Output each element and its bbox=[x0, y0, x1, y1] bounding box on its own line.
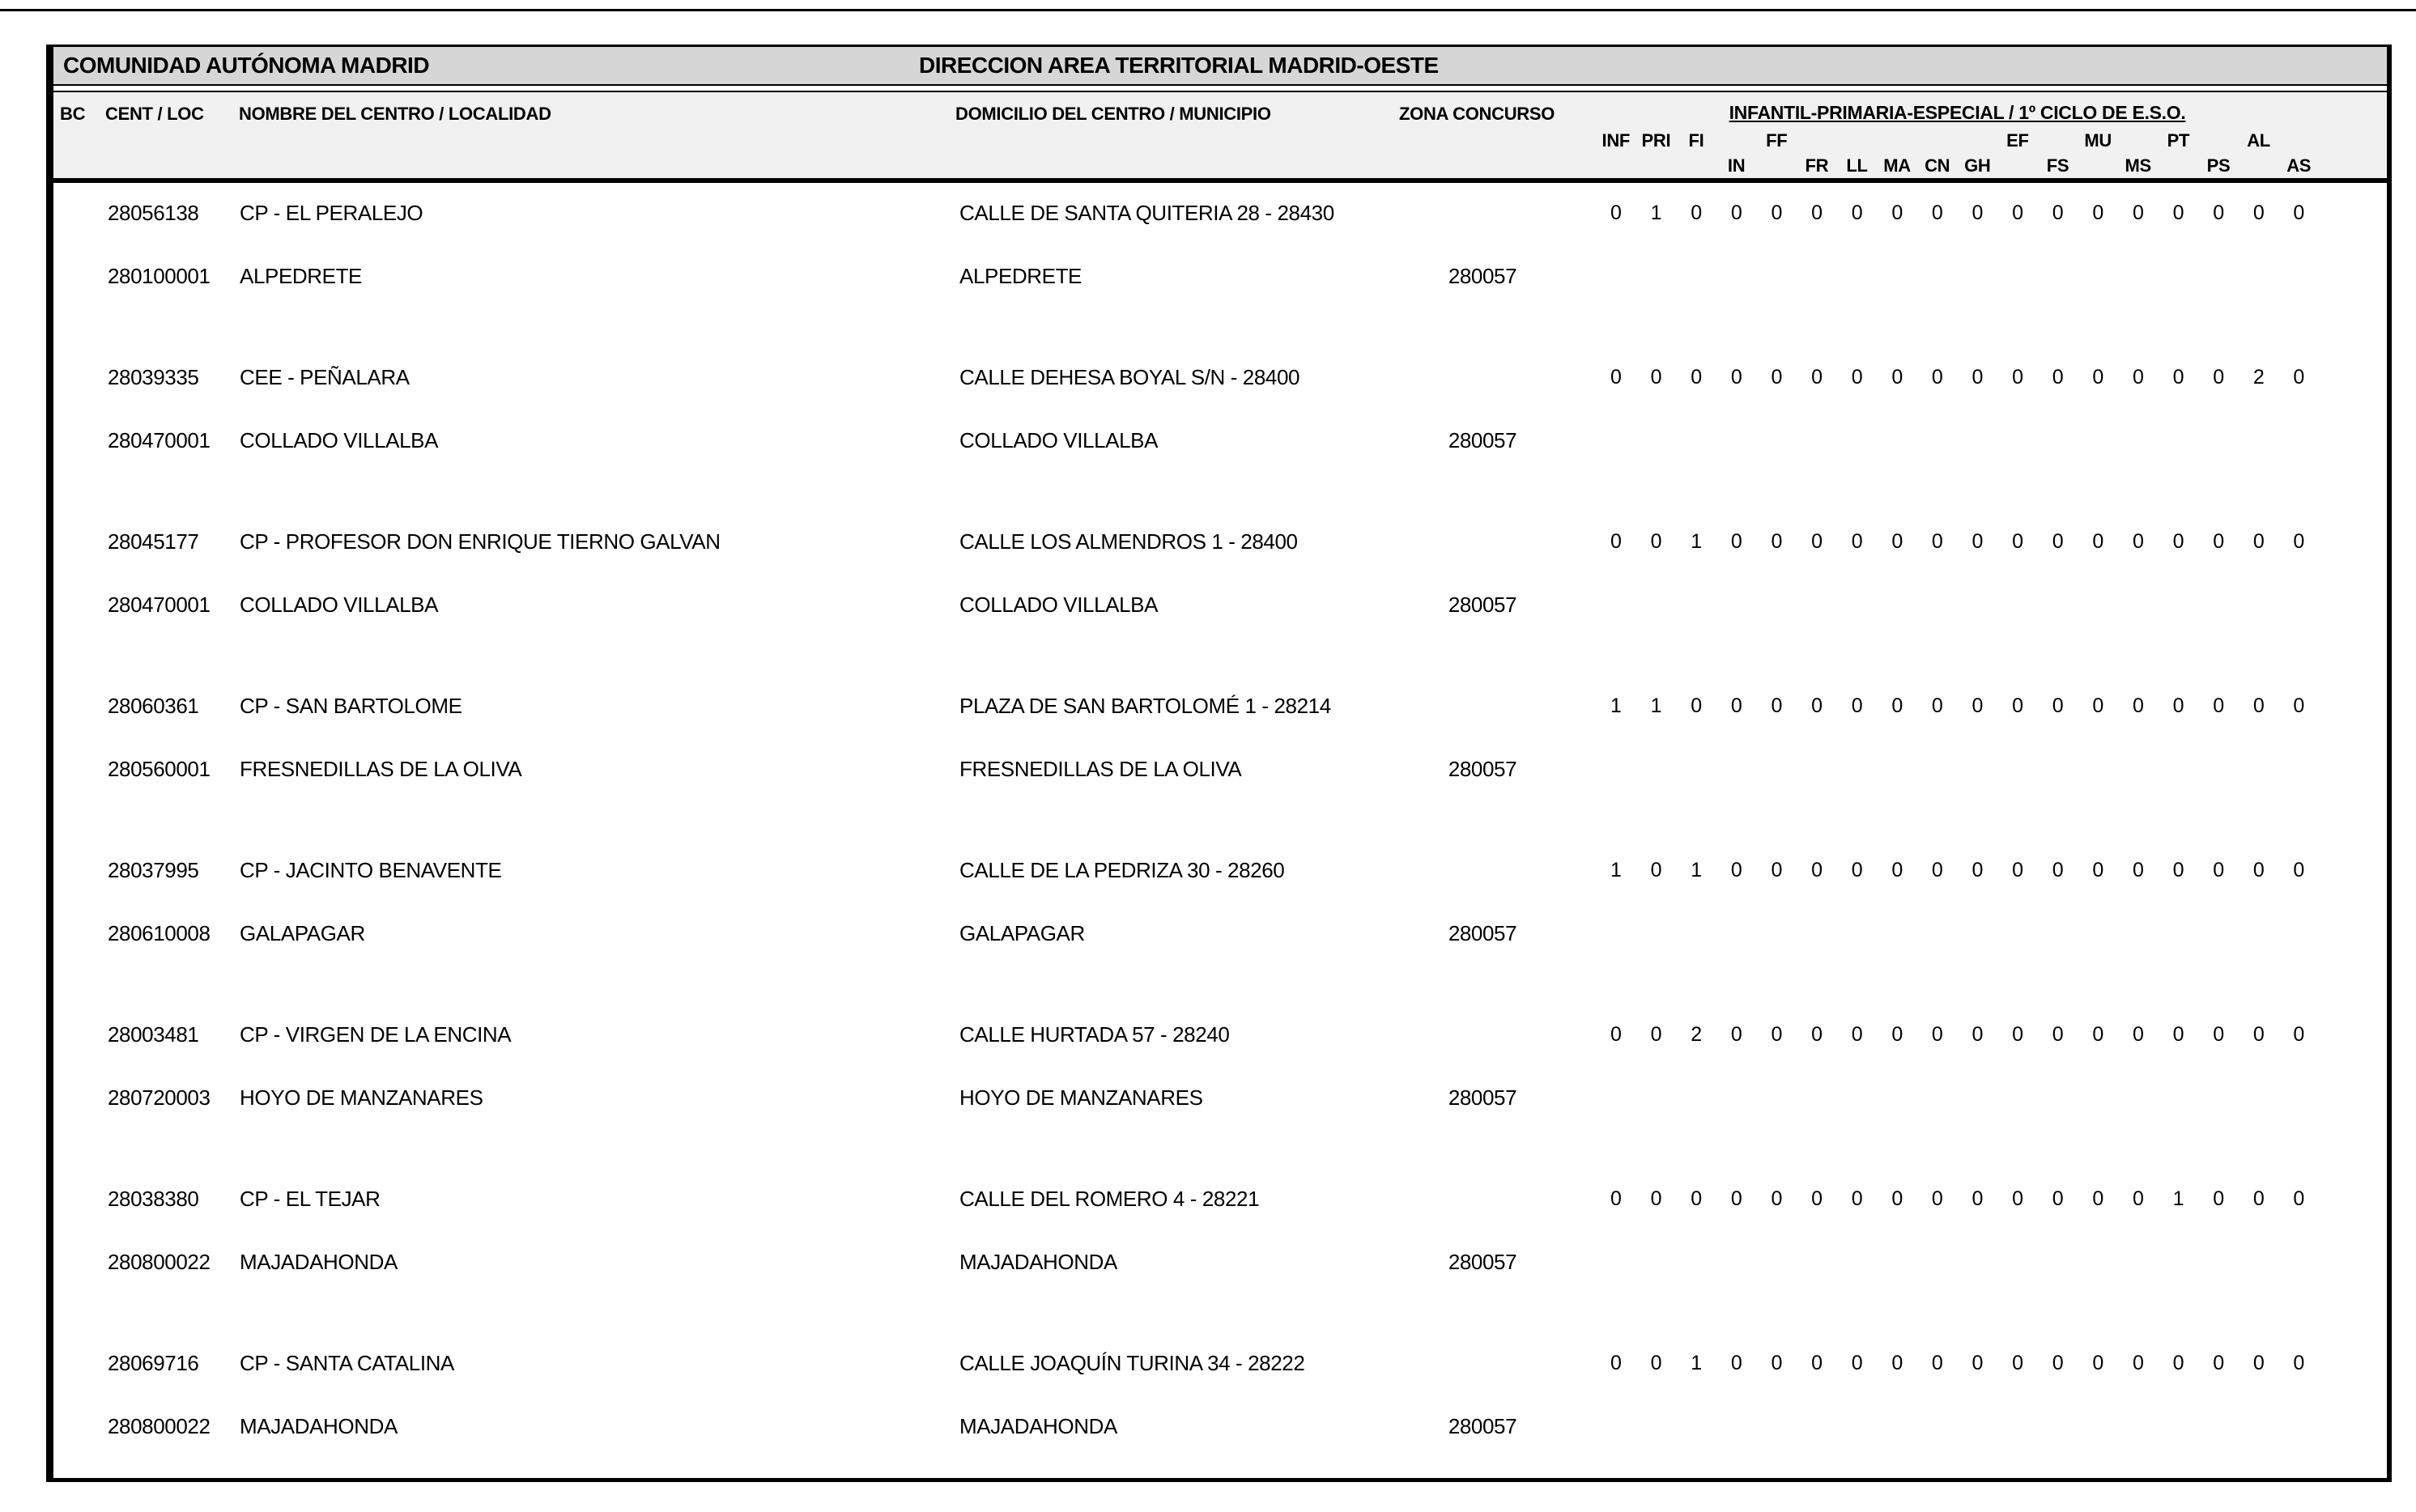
col-header-bc: BC bbox=[60, 104, 86, 124]
subject-count-value: 0 bbox=[1851, 1023, 1863, 1046]
subject-column bbox=[2278, 128, 2319, 178]
subject-count-value: 0 bbox=[2252, 1023, 2265, 1046]
municipality-name: COLLADO VILLALBA bbox=[959, 428, 1159, 452]
zona-concurso-value: 280057 bbox=[1448, 264, 1517, 288]
subject-column bbox=[1837, 128, 1878, 178]
center-line bbox=[53, 1185, 2387, 1213]
subject-label-bottom: AS bbox=[2286, 155, 2312, 176]
col-header-zona-concurso: ZONA CONCURSO bbox=[1399, 104, 1555, 124]
subject-column bbox=[1917, 128, 1958, 178]
subject-column bbox=[1596, 128, 1636, 178]
subject-count-value: 0 bbox=[1730, 1187, 1742, 1210]
center-address: CALLE LOS ALMENDROS 1 - 28400 bbox=[959, 529, 1298, 554]
subject-count-value: 0 bbox=[2213, 859, 2224, 881]
municipality-name: MAJADAHONDA bbox=[959, 1250, 1117, 1274]
center-line bbox=[53, 1349, 2387, 1377]
subject-count-value: 0 bbox=[1972, 530, 1984, 553]
subject-label-bottom: IN bbox=[1727, 155, 1746, 176]
subject-count-value: 0 bbox=[1650, 366, 1662, 389]
center-entry bbox=[53, 692, 2387, 856]
center-code: 28003481 bbox=[108, 1022, 199, 1047]
center-name: CP - SAN BARTOLOME bbox=[240, 694, 462, 718]
subject-count-value: 0 bbox=[1771, 1352, 1782, 1374]
subject-count-value: 0 bbox=[1691, 202, 1702, 224]
center-address: PLAZA DE SAN BARTOLOMÉ 1 - 28214 bbox=[959, 694, 1331, 718]
center-name: CP - JACINTO BENAVENTE bbox=[240, 858, 502, 882]
subject-count-value: 0 bbox=[1610, 1023, 1622, 1046]
subject-group-title-text: INFANTIL-PRIMARIA-ESPECIAL / 1º CICLO DE E.S.O. bbox=[1729, 102, 2186, 123]
subject-count-value: 0 bbox=[1650, 859, 1662, 881]
subject-count-value: 0 bbox=[2293, 1352, 2304, 1374]
locality-name: ALPEDRETE bbox=[240, 264, 363, 288]
subject-count-value: 0 bbox=[1771, 366, 1782, 389]
subject-column bbox=[1716, 128, 1757, 178]
subject-count-value: 0 bbox=[2172, 1023, 2184, 1046]
subject-count-value: 0 bbox=[1891, 1187, 1903, 1210]
subject-count-value: 0 bbox=[2132, 202, 2144, 224]
subject-count-value: 0 bbox=[2172, 366, 2184, 389]
table-body bbox=[53, 183, 2387, 1478]
center-entry bbox=[53, 1349, 2387, 1478]
subject-column bbox=[1756, 128, 1797, 178]
subject-count-value: 0 bbox=[2213, 694, 2224, 717]
center-address: CALLE HURTADA 57 - 28240 bbox=[959, 1022, 1230, 1047]
subject-count-value: 0 bbox=[1891, 1352, 1903, 1374]
subject-count-value: 0 bbox=[2172, 694, 2184, 717]
subject-count-value: 0 bbox=[1691, 694, 1702, 717]
col-header-domicilio: DOMICILIO DEL CENTRO / MUNICIPIO bbox=[955, 104, 1271, 124]
region-title: COMUNIDAD AUTÓNOMA MADRID bbox=[63, 53, 430, 78]
locality-line bbox=[53, 920, 2387, 947]
subject-count-value: 0 bbox=[2012, 859, 2023, 881]
subject-count-value: 0 bbox=[2092, 859, 2103, 881]
page-top-rule bbox=[0, 9, 2416, 11]
subject-count-value: 0 bbox=[1972, 1187, 1984, 1210]
subject-count-value: 0 bbox=[1931, 530, 1943, 553]
zona-concurso-value: 280057 bbox=[1448, 757, 1517, 781]
center-code: 28038380 bbox=[108, 1187, 199, 1211]
subject-count-value: 1 bbox=[1610, 694, 1622, 717]
zona-concurso-value: 280057 bbox=[1448, 1250, 1517, 1274]
center-entry bbox=[53, 528, 2387, 692]
center-line bbox=[53, 856, 2387, 884]
center-name: CP - SANTA CATALINA bbox=[240, 1351, 454, 1375]
subject-count-value: 0 bbox=[2252, 1187, 2265, 1210]
subject-label-bottom: MA bbox=[1883, 155, 1911, 176]
subject-count-value: 0 bbox=[1851, 694, 1863, 717]
subject-count-value: 0 bbox=[2252, 859, 2265, 881]
subject-count-value: 0 bbox=[2132, 694, 2144, 717]
subject-count-value: 0 bbox=[2172, 530, 2184, 553]
subject-count-value: 0 bbox=[1730, 859, 1742, 881]
locality-name: HOYO DE MANZANARES bbox=[240, 1085, 483, 1110]
subject-count-value: 0 bbox=[2052, 1023, 2064, 1046]
center-name: CP - EL TEJAR bbox=[240, 1187, 381, 1211]
center-address: CALLE DE LA PEDRIZA 30 - 28260 bbox=[959, 858, 1285, 882]
subject-label-top: AL bbox=[2247, 130, 2270, 151]
subject-count-value: 0 bbox=[1771, 202, 1782, 224]
subject-count-value: 0 bbox=[2213, 530, 2224, 553]
subject-count-value: 0 bbox=[2213, 1352, 2224, 1374]
subject-label-bottom: MS bbox=[2125, 155, 2151, 176]
municipality-name: GALAPAGAR bbox=[959, 921, 1085, 945]
subject-count-value: 0 bbox=[2293, 366, 2304, 389]
subject-count-value: 0 bbox=[1972, 1352, 1984, 1374]
locality-name: FRESNEDILLAS DE LA OLIVA bbox=[240, 757, 522, 781]
subject-count-value: 0 bbox=[2213, 1023, 2224, 1046]
subject-count-value: 0 bbox=[2213, 202, 2224, 224]
subject-label-top: FI bbox=[1688, 130, 1704, 151]
locality-code: 280100001 bbox=[108, 264, 211, 288]
subject-counts bbox=[1596, 692, 2319, 720]
center-name: CP - PROFESOR DON ENRIQUE TIERNO GALVAN bbox=[240, 529, 721, 554]
locality-line bbox=[53, 755, 2387, 783]
subject-count-value: 0 bbox=[2293, 530, 2304, 553]
subject-count-value: 0 bbox=[1891, 202, 1903, 224]
subject-count-value: 0 bbox=[1851, 1187, 1863, 1210]
locality-line bbox=[53, 1248, 2387, 1276]
subject-label-top: INF bbox=[1601, 130, 1631, 151]
subject-count-value: 0 bbox=[2132, 1352, 2144, 1374]
subject-count-value: 0 bbox=[1771, 859, 1782, 881]
subject-counts bbox=[1596, 199, 2319, 227]
subject-count-value: 1 bbox=[2172, 1187, 2184, 1210]
subject-count-value: 0 bbox=[2052, 1187, 2064, 1210]
subject-count-value: 0 bbox=[1891, 530, 1903, 553]
center-entry bbox=[53, 1185, 2387, 1349]
center-line bbox=[53, 528, 2387, 555]
subject-count-value: 0 bbox=[2092, 366, 2103, 389]
subject-column bbox=[1957, 128, 1997, 178]
municipality-name: FRESNEDILLAS DE LA OLIVA bbox=[959, 757, 1242, 781]
subject-column bbox=[2159, 128, 2199, 178]
subject-counts bbox=[1596, 1021, 2319, 1048]
zona-concurso-value: 280057 bbox=[1448, 592, 1517, 617]
center-line bbox=[53, 199, 2387, 227]
subject-count-value: 0 bbox=[1730, 1023, 1742, 1046]
subject-column bbox=[1797, 128, 1837, 178]
subject-count-value: 0 bbox=[2252, 694, 2265, 717]
report-frame bbox=[46, 45, 2392, 1482]
subject-count-value: 0 bbox=[2052, 530, 2064, 553]
subject-count-value: 0 bbox=[1650, 1023, 1662, 1046]
subject-column bbox=[1877, 128, 1917, 178]
subject-count-value: 0 bbox=[2293, 1187, 2304, 1210]
subject-count-value: 0 bbox=[1851, 366, 1863, 389]
subject-count-value: 0 bbox=[2092, 530, 2103, 553]
zona-concurso-value: 280057 bbox=[1448, 1414, 1517, 1438]
subject-count-value: 1 bbox=[1691, 859, 1702, 881]
subject-count-value: 0 bbox=[2052, 202, 2064, 224]
locality-line bbox=[53, 1084, 2387, 1111]
subject-label-top: FF bbox=[1766, 130, 1788, 151]
subject-count-value: 0 bbox=[2293, 859, 2304, 881]
subject-count-value: 0 bbox=[1650, 1352, 1662, 1374]
subject-count-value: 0 bbox=[1931, 366, 1943, 389]
subject-count-value: 0 bbox=[2293, 1023, 2304, 1046]
subject-count-value: 0 bbox=[2213, 366, 2224, 389]
subject-count-value: 0 bbox=[2052, 694, 2064, 717]
subject-count-value: 0 bbox=[1891, 694, 1903, 717]
title-separator-rule bbox=[53, 86, 2387, 92]
subject-count-value: 1 bbox=[1610, 859, 1622, 881]
locality-line bbox=[53, 591, 2387, 618]
subject-count-value: 0 bbox=[2132, 366, 2144, 389]
locality-code: 280610008 bbox=[108, 921, 211, 945]
subject-column bbox=[1676, 128, 1716, 178]
subject-count-value: 0 bbox=[1851, 202, 1863, 224]
subject-count-value: 0 bbox=[2132, 859, 2144, 881]
subject-label-bottom: FR bbox=[1805, 155, 1829, 176]
center-entry bbox=[53, 1021, 2387, 1185]
subject-count-value: 0 bbox=[1931, 1187, 1943, 1210]
subject-count-value: 0 bbox=[2213, 1187, 2224, 1210]
subject-count-value: 1 bbox=[1691, 530, 1702, 553]
subject-label-top: PT bbox=[2167, 130, 2190, 151]
subject-count-value: 0 bbox=[2052, 1352, 2064, 1374]
subject-count-value: 1 bbox=[1650, 694, 1662, 717]
subject-count-value: 0 bbox=[1891, 366, 1903, 389]
subject-count-value: 0 bbox=[1972, 859, 1984, 881]
center-entry bbox=[53, 363, 2387, 528]
subject-count-value: 0 bbox=[1610, 1352, 1622, 1374]
center-code: 28069716 bbox=[108, 1351, 199, 1375]
zona-concurso-value: 280057 bbox=[1448, 921, 1517, 945]
subject-count-value: 0 bbox=[2012, 530, 2023, 553]
table-header bbox=[53, 92, 2387, 183]
subject-count-value: 0 bbox=[2092, 1187, 2103, 1210]
subject-count-value: 0 bbox=[2252, 530, 2265, 553]
center-code: 28060361 bbox=[108, 694, 199, 718]
subject-count-value: 0 bbox=[2252, 1352, 2265, 1374]
subject-counts bbox=[1596, 363, 2319, 391]
center-code: 28039335 bbox=[108, 365, 199, 389]
locality-code: 280470001 bbox=[108, 428, 211, 452]
subject-count-value: 0 bbox=[1771, 1023, 1782, 1046]
subject-count-value: 0 bbox=[2092, 202, 2103, 224]
subject-count-value: 0 bbox=[1811, 366, 1823, 389]
subject-label-bottom: PS bbox=[2206, 155, 2231, 176]
subject-count-value: 0 bbox=[1851, 530, 1863, 553]
subject-count-value: 0 bbox=[1851, 1352, 1863, 1374]
territorial-area-title: DIRECCION AREA TERRITORIAL MADRID-OESTE bbox=[919, 53, 1439, 78]
subject-count-value: 0 bbox=[1972, 366, 1984, 389]
center-line bbox=[53, 1021, 2387, 1048]
center-code: 28037995 bbox=[108, 858, 199, 882]
subject-count-value: 0 bbox=[1851, 859, 1863, 881]
subject-column bbox=[1997, 128, 2038, 178]
subject-count-value: 0 bbox=[1730, 694, 1742, 717]
subject-count-value: 0 bbox=[1972, 694, 1984, 717]
subject-counts bbox=[1596, 856, 2319, 884]
subject-count-value: 0 bbox=[2132, 530, 2144, 553]
subject-count-value: 0 bbox=[1811, 530, 1823, 553]
center-address: CALLE JOAQUÍN TURINA 34 - 28222 bbox=[959, 1351, 1305, 1375]
subject-count-value: 0 bbox=[1610, 530, 1622, 553]
subject-column-labels bbox=[1596, 128, 2319, 178]
subject-count-value: 1 bbox=[1691, 1352, 1702, 1374]
col-header-cent-loc: CENT / LOC bbox=[105, 104, 204, 124]
subject-count-value: 0 bbox=[2012, 366, 2023, 389]
municipality-name: MAJADAHONDA bbox=[959, 1414, 1117, 1438]
subject-label-bottom: GH bbox=[1964, 155, 1991, 176]
subject-count-value: 0 bbox=[1891, 859, 1903, 881]
locality-line bbox=[53, 427, 2387, 454]
subject-count-value: 0 bbox=[1972, 202, 1984, 224]
center-line bbox=[53, 692, 2387, 720]
locality-name: COLLADO VILLALBA bbox=[240, 592, 439, 617]
subject-count-value: 0 bbox=[2012, 1023, 2023, 1046]
zona-concurso-value: 280057 bbox=[1448, 1085, 1517, 1110]
subject-label-bottom: LL bbox=[1846, 155, 1868, 176]
center-name: CEE - PEÑALARA bbox=[240, 365, 410, 389]
subject-count-value: 0 bbox=[2092, 1023, 2103, 1046]
subject-counts bbox=[1596, 528, 2319, 555]
locality-line bbox=[53, 1412, 2387, 1440]
subject-count-value: 0 bbox=[2293, 202, 2304, 224]
subject-count-value: 0 bbox=[1811, 202, 1823, 224]
subject-column bbox=[2038, 128, 2078, 178]
subject-count-value: 0 bbox=[1931, 202, 1943, 224]
center-name: CP - EL PERALEJO bbox=[240, 201, 423, 225]
subject-count-value: 0 bbox=[1931, 859, 1943, 881]
subject-label-bottom: FS bbox=[2046, 155, 2069, 176]
zona-concurso-value: 280057 bbox=[1448, 428, 1517, 452]
center-address: CALLE DE SANTA QUITERIA 28 - 28430 bbox=[959, 201, 1334, 225]
subject-count-value: 0 bbox=[2132, 1187, 2144, 1210]
subject-label-bottom: CN bbox=[1925, 155, 1950, 176]
subject-count-value: 0 bbox=[1610, 366, 1622, 389]
subject-column bbox=[1636, 128, 1677, 178]
subject-count-value: 0 bbox=[1771, 1187, 1782, 1210]
subject-count-value: 0 bbox=[1771, 530, 1782, 553]
locality-code: 280800022 bbox=[108, 1414, 211, 1438]
locality-code: 280470001 bbox=[108, 592, 211, 617]
subject-count-value: 0 bbox=[1931, 694, 1943, 717]
subject-column bbox=[2239, 128, 2279, 178]
report-title-band bbox=[53, 47, 2387, 86]
center-name: CP - VIRGEN DE LA ENCINA bbox=[240, 1022, 512, 1047]
subject-count-value: 1 bbox=[1650, 202, 1662, 224]
municipality-name: ALPEDRETE bbox=[959, 264, 1083, 288]
subject-count-value: 0 bbox=[2012, 202, 2023, 224]
locality-name: MAJADAHONDA bbox=[240, 1414, 398, 1438]
subject-count-value: 0 bbox=[2012, 1187, 2023, 1210]
subject-count-value: 0 bbox=[1811, 1352, 1823, 1374]
center-entry bbox=[53, 856, 2387, 1021]
subject-count-value: 0 bbox=[2252, 202, 2265, 224]
subject-count-value: 0 bbox=[1931, 1352, 1943, 1374]
subject-count-value: 0 bbox=[1650, 530, 1662, 553]
locality-code: 280720003 bbox=[108, 1085, 211, 1110]
subject-count-value: 0 bbox=[2132, 1023, 2144, 1046]
subject-label-top: PRI bbox=[1641, 130, 1671, 151]
subject-column bbox=[2078, 128, 2118, 178]
subject-count-value: 2 bbox=[2252, 366, 2265, 389]
subject-count-value: 0 bbox=[1891, 1023, 1903, 1046]
center-address: CALLE DEHESA BOYAL S/N - 28400 bbox=[959, 365, 1300, 389]
locality-name: COLLADO VILLALBA bbox=[240, 428, 439, 452]
subject-count-value: 0 bbox=[1730, 366, 1742, 389]
municipality-name: HOYO DE MANZANARES bbox=[959, 1085, 1203, 1110]
subject-count-value: 0 bbox=[2172, 1352, 2184, 1374]
subject-count-value: 0 bbox=[1610, 202, 1622, 224]
center-code: 28045177 bbox=[108, 529, 199, 554]
subject-count-value: 0 bbox=[2092, 1352, 2103, 1374]
subject-counts bbox=[1596, 1185, 2319, 1213]
subject-count-value: 0 bbox=[1972, 1023, 1984, 1046]
subject-count-value: 0 bbox=[1811, 1023, 1823, 1046]
subject-count-value: 0 bbox=[1771, 694, 1782, 717]
subject-count-value: 2 bbox=[1691, 1023, 1702, 1046]
locality-line bbox=[53, 262, 2387, 290]
subject-count-value: 0 bbox=[1811, 1187, 1823, 1210]
col-header-nombre: NOMBRE DEL CENTRO / LOCALIDAD bbox=[239, 104, 551, 124]
subject-count-value: 0 bbox=[2293, 694, 2304, 717]
subject-group-title bbox=[1596, 102, 2319, 124]
subject-count-value: 0 bbox=[1730, 530, 1742, 553]
locality-name: MAJADAHONDA bbox=[240, 1250, 398, 1274]
subject-label-top: MU bbox=[2084, 130, 2112, 151]
subject-column bbox=[2118, 128, 2159, 178]
subject-count-value: 0 bbox=[1730, 1352, 1742, 1374]
subject-count-value: 0 bbox=[2012, 1352, 2023, 1374]
subject-count-value: 0 bbox=[2052, 859, 2064, 881]
subject-count-value: 0 bbox=[2012, 694, 2023, 717]
subject-count-value: 0 bbox=[1691, 366, 1702, 389]
center-code: 28056138 bbox=[108, 201, 199, 225]
locality-code: 280800022 bbox=[108, 1250, 211, 1274]
center-entry bbox=[53, 199, 2387, 363]
center-line bbox=[53, 363, 2387, 391]
subject-count-value: 0 bbox=[1610, 1187, 1622, 1210]
subject-count-value: 0 bbox=[1650, 1187, 1662, 1210]
subject-count-value: 0 bbox=[1811, 859, 1823, 881]
municipality-name: COLLADO VILLALBA bbox=[959, 592, 1159, 617]
subject-count-value: 0 bbox=[1931, 1023, 1943, 1046]
subject-count-value: 0 bbox=[1691, 1187, 1702, 1210]
subject-label-top: EF bbox=[2006, 130, 2029, 151]
subject-count-value: 0 bbox=[1730, 202, 1742, 224]
subject-count-value: 0 bbox=[2092, 694, 2103, 717]
subject-column bbox=[2198, 128, 2239, 178]
subject-count-value: 0 bbox=[2172, 859, 2184, 881]
subject-count-value: 0 bbox=[2052, 366, 2064, 389]
subject-counts bbox=[1596, 1349, 2319, 1377]
center-address: CALLE DEL ROMERO 4 - 28221 bbox=[959, 1187, 1260, 1211]
locality-name: GALAPAGAR bbox=[240, 921, 365, 945]
subject-count-value: 0 bbox=[1811, 694, 1823, 717]
subject-count-value: 0 bbox=[2172, 202, 2184, 224]
locality-code: 280560001 bbox=[108, 757, 211, 781]
